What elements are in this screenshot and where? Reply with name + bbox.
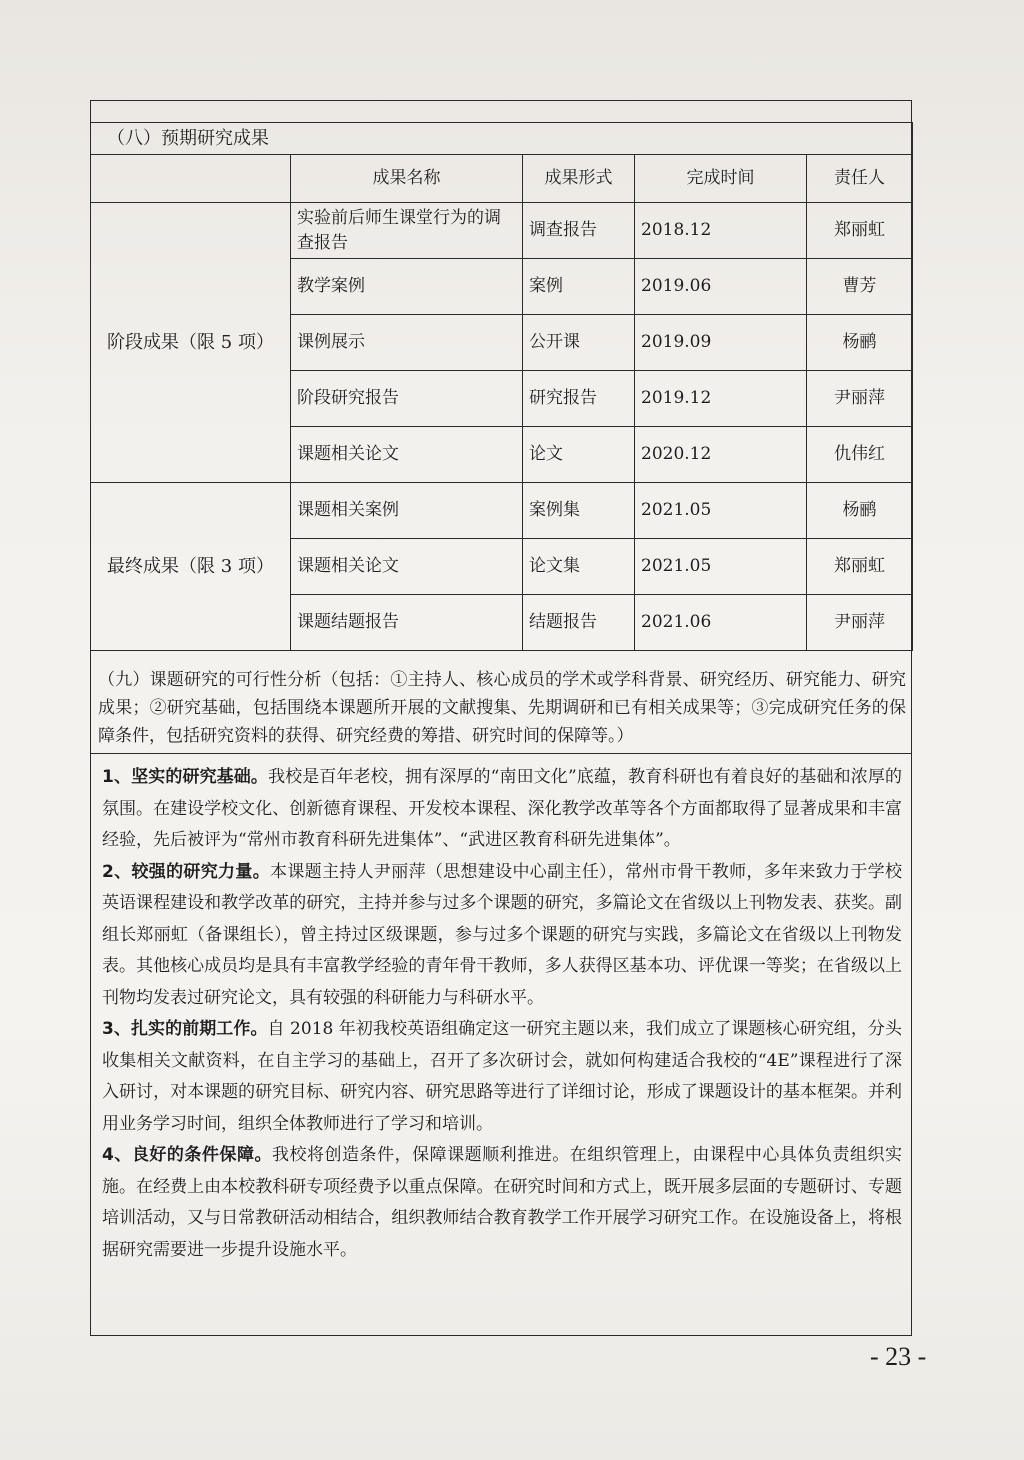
result-form: 研究报告 <box>523 371 635 427</box>
result-time: 2020.12 <box>635 427 807 483</box>
section8-title: （八）预期研究成果 <box>91 123 913 155</box>
paragraph-heading: 1、坚实的研究基础。 <box>102 767 269 787</box>
result-time: 2018.12 <box>635 203 807 259</box>
result-name: 阶段研究报告 <box>291 371 523 427</box>
paragraph-heading: 4、良好的条件保障。 <box>102 1145 272 1165</box>
paragraph-text: 本课题主持人尹丽萍（思想建设中心副主任），常州市骨干教师，多年来致力于学校英语课程建设和教学改革的研究，主持并参与过多个课题的研究，多篇论文在省级以上刊物发表、获奖。副组长郑丽虹（备课组长），曾主持过区级课题，参与过多个课题的研究与实践，多篇论文在省级以上刊物发表。其他核心成员均是具有丰富教学经验的青年骨干教师，多人获得区基本功、评优课一等奖；在省级以上刊物均发表过研究论文，具有较强的科研能力与科研水平。 <box>102 861 902 1008</box>
result-name: 课题相关案例 <box>291 483 523 539</box>
feasibility-paragraph <box>102 857 902 1015</box>
result-form: 公开课 <box>523 315 635 371</box>
results-table <box>90 122 913 651</box>
final-results-label: 最终成果（限 3 项） <box>91 483 291 651</box>
result-form: 案例集 <box>523 483 635 539</box>
result-form: 论文 <box>523 427 635 483</box>
header-blank <box>91 155 291 203</box>
result-time: 2021.05 <box>635 483 807 539</box>
result-person: 尹丽萍 <box>807 595 913 651</box>
header-time: 完成时间 <box>635 155 807 203</box>
paragraph-text: 我校是百年老校，拥有深厚的“南田文化”底蕴，教育科研也有着良好的基础和浓厚的氛围。在建设学校文化、创新德育课程、开发校本课程、深化教学改革等各个方面都取得了显著成果和丰富经验，先后被评为“常州市教育科研先进集体”、“武进区教育科研先进集体”。 <box>102 767 902 850</box>
result-time: 2021.06 <box>635 595 807 651</box>
page-number: - 23 - <box>870 1342 927 1371</box>
result-name: 实验前后师生课堂行为的调查报告 <box>291 203 523 259</box>
result-form: 调查报告 <box>523 203 635 259</box>
result-name: 课题相关论文 <box>291 427 523 483</box>
result-time: 2019.09 <box>635 315 807 371</box>
result-person: 郑丽虹 <box>807 539 913 595</box>
result-person: 杨鹂 <box>807 315 913 371</box>
feasibility-body <box>90 756 912 1266</box>
header-form: 成果形式 <box>523 155 635 203</box>
header-person: 责任人 <box>807 155 913 203</box>
table-row <box>91 203 913 259</box>
paragraph-text: 自 2018 年初我校英语组确定这一研究主题以来，我们成立了课题核心研究组，分头收集相关文献资料，在自主学习的基础上，召开了多次研讨会，就如何构建适合我校的“4E”课程进行了深入研讨，对本课题的研究目标、研究内容、研究思路等进行了详细讨论，形成了课题设计的基本框架。并利用业务学习时间，组织全体教师进行了学习和培训。 <box>102 1019 902 1134</box>
result-form: 案例 <box>523 259 635 315</box>
result-person: 仇伟红 <box>807 427 913 483</box>
result-name: 课例展示 <box>291 315 523 371</box>
paragraph-heading: 2、较强的研究力量。 <box>102 861 271 882</box>
paragraph-text: 我校将创造条件，保障课题顺利推进。在组织管理上，由课程中心具体负责组织实施。在经费上由本校教科研专项经费予以重点保障。在研究时间和方式上，既开展多层面的专题研讨、专题培训活动，又与日常教研活动相结合，组织教师结合教育教学工作开展学习研究工作。在设施设备上，将根据研究需要进一步提升设施水平。 <box>102 1145 902 1260</box>
result-person: 尹丽萍 <box>807 371 913 427</box>
paragraph-heading: 3、扎实的前期工作。 <box>102 1019 268 1039</box>
feasibility-paragraph <box>102 1014 902 1140</box>
result-person: 郑丽虹 <box>807 203 913 259</box>
header-name: 成果名称 <box>291 155 523 203</box>
feasibility-paragraph <box>102 1140 902 1266</box>
table-row <box>91 483 913 539</box>
result-form: 论文集 <box>523 539 635 595</box>
stage-results-label: 阶段成果（限 5 项） <box>91 203 291 483</box>
result-time: 2019.06 <box>635 259 807 315</box>
result-person: 曹芳 <box>807 259 913 315</box>
result-person: 杨鹂 <box>807 483 913 539</box>
result-name: 课题相关论文 <box>291 539 523 595</box>
result-name: 教学案例 <box>291 259 523 315</box>
section9-title: （九）课题研究的可行性分析（包括：①主持人、核心成员的学术或学科背景、研究经历、研究能力、研究成果；②研究基础，包括围绕本课题所开展的文献搜集、先期调研和已有相关成果等；③完成研究任务的保障条件，包括研究资料的获得、研究经费的筹措、研究时间的保障等。） <box>90 662 912 754</box>
result-time: 2019.12 <box>635 371 807 427</box>
result-time: 2021.05 <box>635 539 807 595</box>
result-form: 结题报告 <box>523 595 635 651</box>
feasibility-paragraph <box>102 762 902 857</box>
result-name: 课题结题报告 <box>291 595 523 651</box>
